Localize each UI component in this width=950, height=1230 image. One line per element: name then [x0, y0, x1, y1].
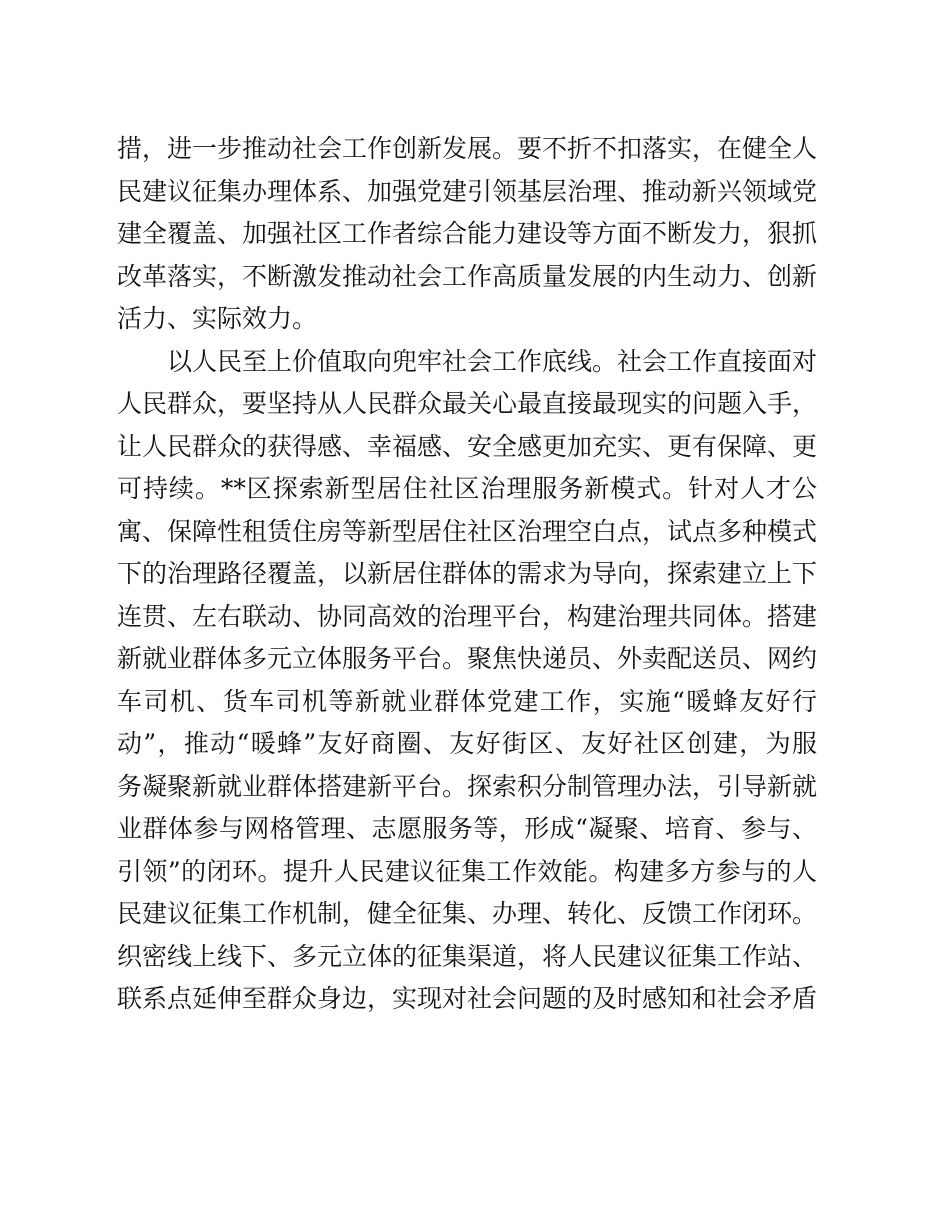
text-line: 织密线上线下、多元立体的征集渠道，将人民建议征集工作站、	[117, 941, 818, 971]
text-line: 联系点延伸至群众身边，实现对社会问题的及时感知和社会矛盾	[117, 984, 818, 1013]
text-line: 业群体参与网格管理、志愿服务等，形成“凝聚、培育、参与、	[117, 814, 817, 843]
text-line: 改革落实，不断激发推动社会工作高质量发展的内生动力、创新	[117, 261, 818, 291]
text-line: 活力、实际效力。	[117, 304, 318, 333]
text-line: 连贯、左右联动、协同高效的治理平台，构建治理共同体。搭建	[117, 601, 818, 631]
text-line: 引领”的闭环。提升人民建议征集工作效能。构建多方参与的人	[117, 856, 817, 886]
text-line: 人民群众，要坚持从人民群众最关心最直接最现实的问题入手，	[117, 389, 818, 418]
text-line: 可持续。**区探索新型居住社区治理服务新模式。针对人才公	[117, 474, 817, 503]
document-body	[117, 128, 817, 1021]
text-line: 新就业群体多元立体服务平台。聚焦快递员、外卖配送员、网约	[117, 644, 818, 673]
text-line: 民建议征集工作机制，健全征集、办理、转化、反馈工作闭环。	[117, 899, 818, 928]
text-line: 务凝聚新就业群体搭建新平台。探索积分制管理办法，引导新就	[117, 771, 818, 801]
text-line: 寓、保障性租赁住房等新型居住社区治理空白点，试点多种模式	[117, 516, 818, 546]
text-line: 下的治理路径覆盖，以新居住群体的需求为导向，探索建立上下	[117, 559, 818, 588]
text-line: 动”，推动“暖蜂”友好商圈、友好街区、友好社区创建，为服	[117, 729, 817, 758]
text-line: 民建议征集办理体系、加强党建引领基层治理、推动新兴领域党	[117, 176, 818, 206]
text-line: 建全覆盖、加强社区工作者综合能力建设等方面不断发力，狠抓	[117, 219, 818, 248]
text-line: 车司机、货车司机等新就业群体党建工作，实施“暖蜂友好行	[117, 686, 817, 716]
paragraph-first-line: 以人民至上价值取向兜牢社会工作底线。社会工作直接面对	[167, 346, 818, 376]
text-line: 措，进一步推动社会工作创新发展。要不折不扣落实，在健全人	[117, 134, 818, 163]
text-line: 让人民群众的获得感、幸福感、安全感更加充实、更有保障、更	[117, 431, 818, 461]
